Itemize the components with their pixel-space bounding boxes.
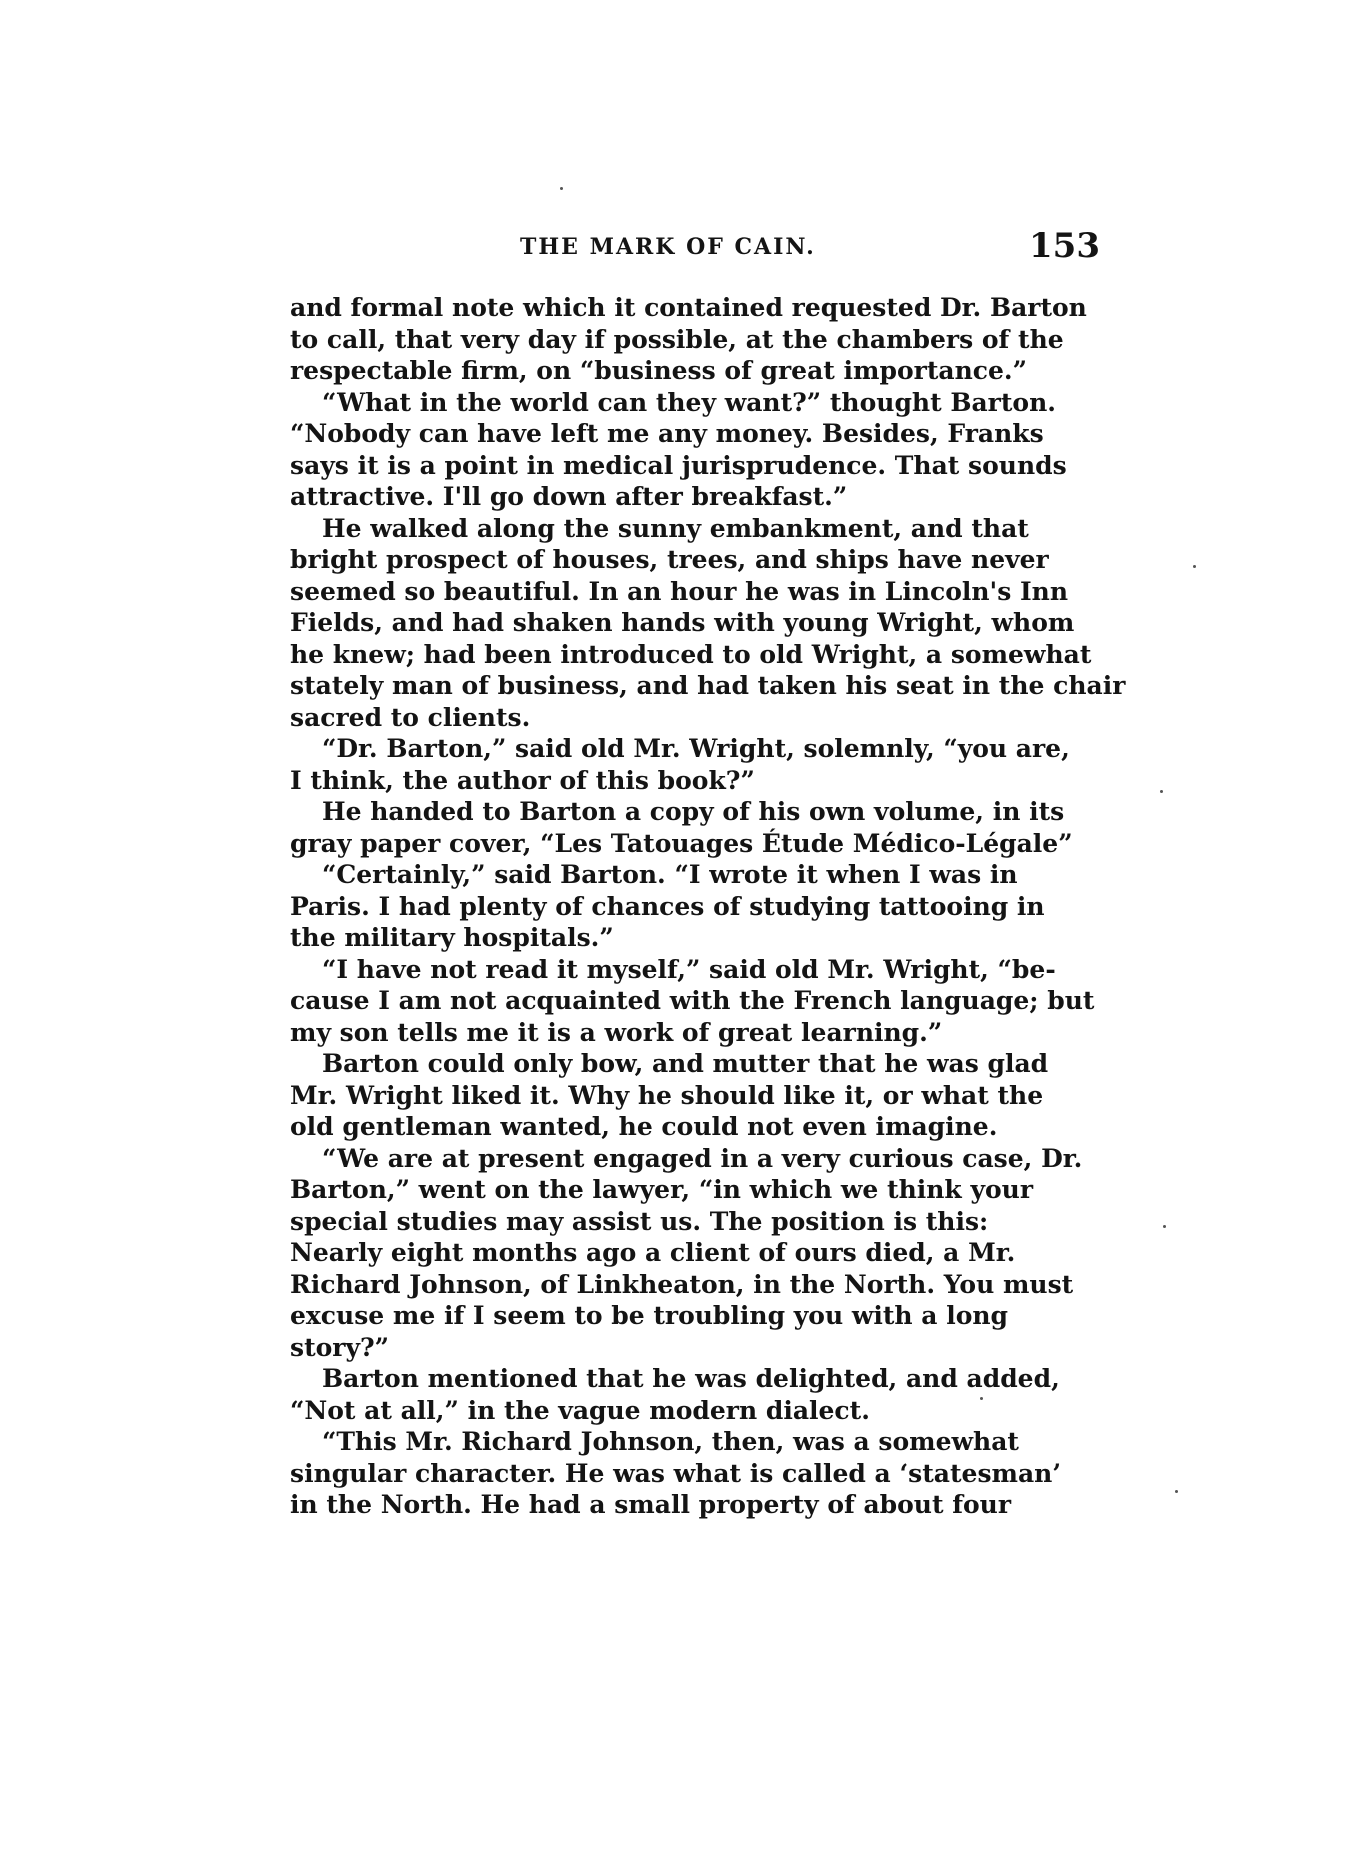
paper-speck bbox=[980, 1397, 983, 1400]
text-line: “What in the world can they want?” thought Barton. bbox=[322, 387, 1056, 417]
paper-speck bbox=[560, 187, 563, 190]
text-line: the military hospitals.” bbox=[290, 923, 614, 952]
text-line: excuse me if I seem to be troubling you with a long bbox=[290, 1301, 1009, 1330]
text-line: “Dr. Barton,” said old Mr. Wright, solemnly, “you are, bbox=[322, 734, 1070, 763]
text-line: He handed to Barton a copy of his own volume, in its bbox=[322, 797, 1065, 826]
text-line: special studies may assist us. The position is this: bbox=[290, 1206, 989, 1236]
text-line: sacred to clients. bbox=[290, 702, 531, 732]
text-line: Nearly eight months ago a client of ours died, a Mr. bbox=[290, 1238, 1016, 1267]
text-line: He walked along the sunny embankment, and that bbox=[322, 513, 1029, 543]
text-line: in the North. He had a small property of about four bbox=[290, 1490, 1012, 1519]
paper-speck bbox=[1163, 1225, 1166, 1228]
paper-speck bbox=[1193, 565, 1196, 568]
text-line: story?” bbox=[290, 1332, 390, 1362]
text-line: stately man of business, and had taken his seat in the chair bbox=[290, 671, 1126, 700]
text-line: “Certainly,” said Barton. “I wrote it when I was in bbox=[322, 860, 1018, 889]
text-line: Paris. I had plenty of chances of studying tattooing in bbox=[290, 891, 1045, 921]
text-line: Fields, and had shaken hands with young Wright, whom bbox=[290, 608, 1075, 637]
text-line: bright prospect of houses, trees, and ships have never bbox=[290, 545, 1049, 574]
text-line: to call, that very day if possible, at the chambers of the bbox=[290, 324, 1064, 354]
text-line: says it is a point in medical jurisprudence. That sounds bbox=[290, 450, 1067, 480]
text-line: “Nobody can have left me any money. Besides, Franks bbox=[290, 419, 1044, 448]
paper-speck bbox=[1175, 1490, 1178, 1493]
text-line: I think, the author of this book?” bbox=[290, 765, 755, 795]
text-line: he knew; had been introduced to old Wright, a somewhat bbox=[290, 639, 1092, 669]
text-line: “We are at present engaged in a very curious case, Dr. bbox=[322, 1143, 1083, 1173]
text-line: old gentleman wanted, he could not even imagine. bbox=[290, 1112, 998, 1141]
text-line: gray paper cover, “Les Tatouages Étude Médico-Légale” bbox=[290, 828, 1073, 858]
text-line: attractive. I'll go down after breakfast.” bbox=[290, 482, 848, 511]
text-line: seemed so beautiful. In an hour he was in Lincoln's Inn bbox=[290, 576, 1069, 606]
text-line: “Not at all,” in the vague modern dialect. bbox=[290, 1395, 870, 1425]
paper-speck bbox=[1160, 790, 1163, 793]
page-header bbox=[290, 226, 1100, 270]
text-line: “This Mr. Richard Johnson, then, was a somewhat bbox=[322, 1427, 1019, 1456]
text-line: cause I am not acquainted with the French language; but bbox=[290, 986, 1095, 1015]
text-line: my son tells me it is a work of great learning.” bbox=[290, 1017, 943, 1047]
running-title: THE MARK OF CAIN. bbox=[520, 234, 816, 260]
text-line: Barton,” went on the lawyer, “in which we think your bbox=[290, 1175, 1033, 1204]
page-number: 153 bbox=[1029, 226, 1100, 266]
text-line: and formal note which it contained requested Dr. Barton bbox=[290, 293, 1087, 322]
text-line: Mr. Wright liked it. Why he should like it, or what the bbox=[290, 1080, 1044, 1110]
text-line: Barton mentioned that he was delighted, and added, bbox=[322, 1364, 1060, 1393]
text-line: singular character. He was what is called a ‘statesman’ bbox=[290, 1458, 1062, 1488]
text-line: respectable firm, on “business of great importance.” bbox=[290, 356, 1027, 385]
text-line: Richard Johnson, of Linkheaton, in the North. You must bbox=[290, 1269, 1074, 1299]
body-text bbox=[290, 292, 1126, 1521]
text-line: Barton could only bow, and mutter that he was glad bbox=[322, 1049, 1049, 1078]
text-line: “I have not read it myself,” said old Mr. Wright, “be- bbox=[322, 954, 1056, 984]
